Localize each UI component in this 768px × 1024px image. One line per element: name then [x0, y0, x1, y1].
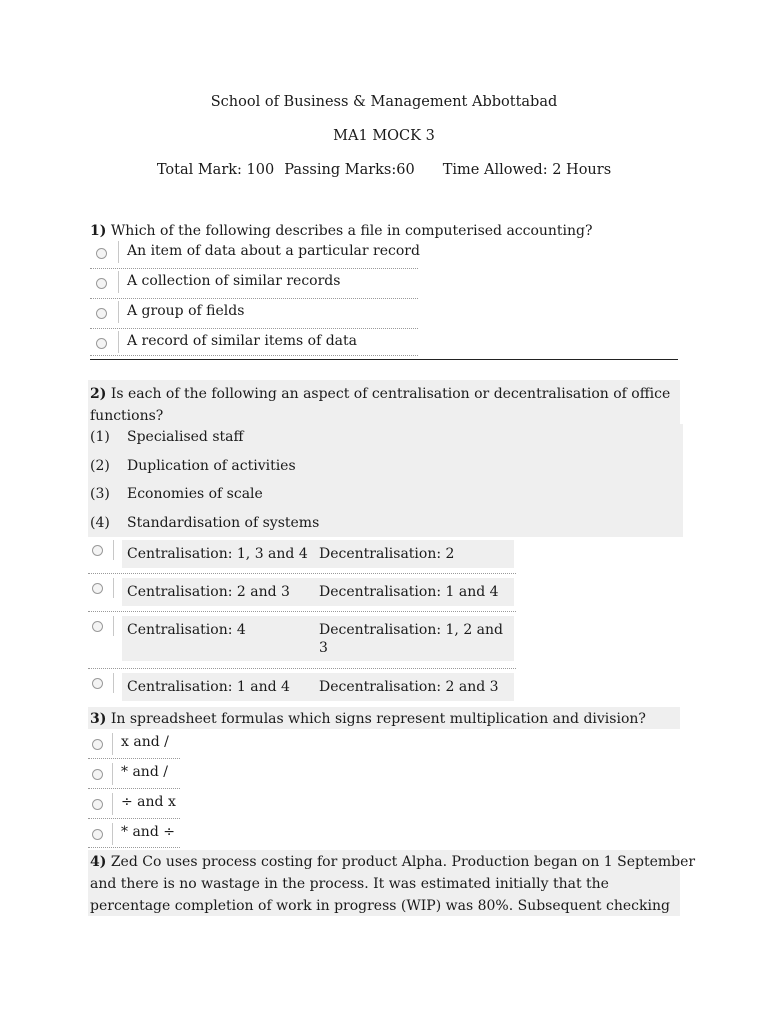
divider: [88, 758, 180, 759]
question-number: 2): [90, 386, 107, 402]
radio-button-icon[interactable]: [96, 308, 107, 319]
radio-button-icon[interactable]: [92, 545, 103, 556]
question-text: Which of the following describes a file in computerised accounting?: [110, 223, 593, 239]
question-text: In spreadsheet formulas which signs represent multiplication and division?: [110, 711, 646, 727]
divider: [90, 328, 418, 329]
time-allowed: Time Allowed: 2 Hours: [442, 162, 612, 178]
divider: [113, 540, 114, 560]
option-label: * and /: [121, 764, 168, 780]
divider: [118, 271, 119, 293]
divider: [88, 668, 516, 669]
question-text-continued: functions?: [90, 408, 164, 424]
radio-button-icon[interactable]: [96, 338, 107, 349]
divider: [112, 733, 113, 755]
list-item: Specialised staff: [127, 429, 244, 445]
question-text-continued: percentage completion of work in progress (WIP) was 80%. Subsequent checking: [90, 898, 670, 914]
divider: [113, 578, 114, 598]
option-decentralisation-continued: 3: [319, 640, 328, 656]
divider: [88, 847, 180, 848]
question-text: Is each of the following an aspect of centralisation or decentralisation of office: [110, 386, 671, 402]
divider: [90, 268, 418, 269]
divider: [88, 818, 180, 819]
radio-button-icon[interactable]: [96, 248, 107, 259]
radio-button-icon[interactable]: [96, 278, 107, 289]
exam-marks-line: [0, 162, 768, 178]
question-1: [90, 220, 593, 242]
passing-marks: Passing Marks:60: [284, 162, 415, 178]
divider: [113, 616, 114, 636]
option-decentralisation: Decentralisation: 1, 2 and: [319, 622, 504, 638]
exam-title: School of Business & Management Abbottabad: [210, 94, 558, 110]
question-number: 4): [90, 854, 107, 870]
question-number: 1): [90, 223, 107, 239]
radio-button-icon[interactable]: [92, 739, 103, 750]
question-3: [90, 708, 646, 730]
list-item: Duplication of activities: [127, 458, 296, 474]
list-number: (1): [90, 429, 110, 445]
option-label: A group of fields: [127, 303, 245, 319]
divider: [90, 298, 418, 299]
radio-button-icon[interactable]: [92, 621, 103, 632]
question-text-continued: and there is no wastage in the process. It was estimated initially that the: [90, 876, 609, 892]
divider: [112, 763, 113, 785]
option-decentralisation: Decentralisation: 2: [319, 546, 455, 562]
divider: [90, 355, 418, 356]
option-label: * and ÷: [121, 824, 175, 840]
question-separator: [90, 359, 678, 360]
divider: [88, 788, 180, 789]
list-number: (3): [90, 486, 110, 502]
option-label: x and /: [121, 734, 169, 750]
question-2: [90, 383, 670, 405]
option-label: A collection of similar records: [127, 273, 341, 289]
option-centralisation: Centralisation: 4: [127, 622, 246, 638]
list-item: Standardisation of systems: [127, 515, 320, 531]
divider: [112, 823, 113, 845]
list-number: (4): [90, 515, 110, 531]
radio-button-icon[interactable]: [92, 678, 103, 689]
divider: [88, 611, 516, 612]
exam-subtitle: MA1 MOCK 3: [333, 128, 435, 144]
option-centralisation: Centralisation: 1 and 4: [127, 679, 290, 695]
divider: [113, 673, 114, 693]
radio-button-icon[interactable]: [92, 583, 103, 594]
option-label: ÷ and x: [121, 794, 176, 810]
question-text: Zed Co uses process costing for product Alpha. Production began on 1 September: [110, 854, 696, 870]
option-centralisation: Centralisation: 2 and 3: [127, 584, 290, 600]
radio-button-icon[interactable]: [92, 769, 103, 780]
list-number: (2): [90, 458, 110, 474]
total-mark: Total Mark: 100: [156, 162, 275, 178]
radio-button-icon[interactable]: [92, 829, 103, 840]
divider: [88, 573, 516, 574]
divider: [118, 241, 119, 263]
question-4: [90, 851, 695, 873]
option-decentralisation: Decentralisation: 1 and 4: [319, 584, 499, 600]
divider: [118, 301, 119, 323]
divider: [112, 793, 113, 815]
divider: [118, 331, 119, 353]
option-centralisation: Centralisation: 1, 3 and 4: [127, 546, 308, 562]
question-number: 3): [90, 711, 107, 727]
option-decentralisation: Decentralisation: 2 and 3: [319, 679, 499, 695]
radio-button-icon[interactable]: [92, 799, 103, 810]
list-item: Economies of scale: [127, 486, 263, 502]
option-label: A record of similar items of data: [127, 333, 357, 349]
option-label: An item of data about a particular record: [127, 243, 420, 259]
